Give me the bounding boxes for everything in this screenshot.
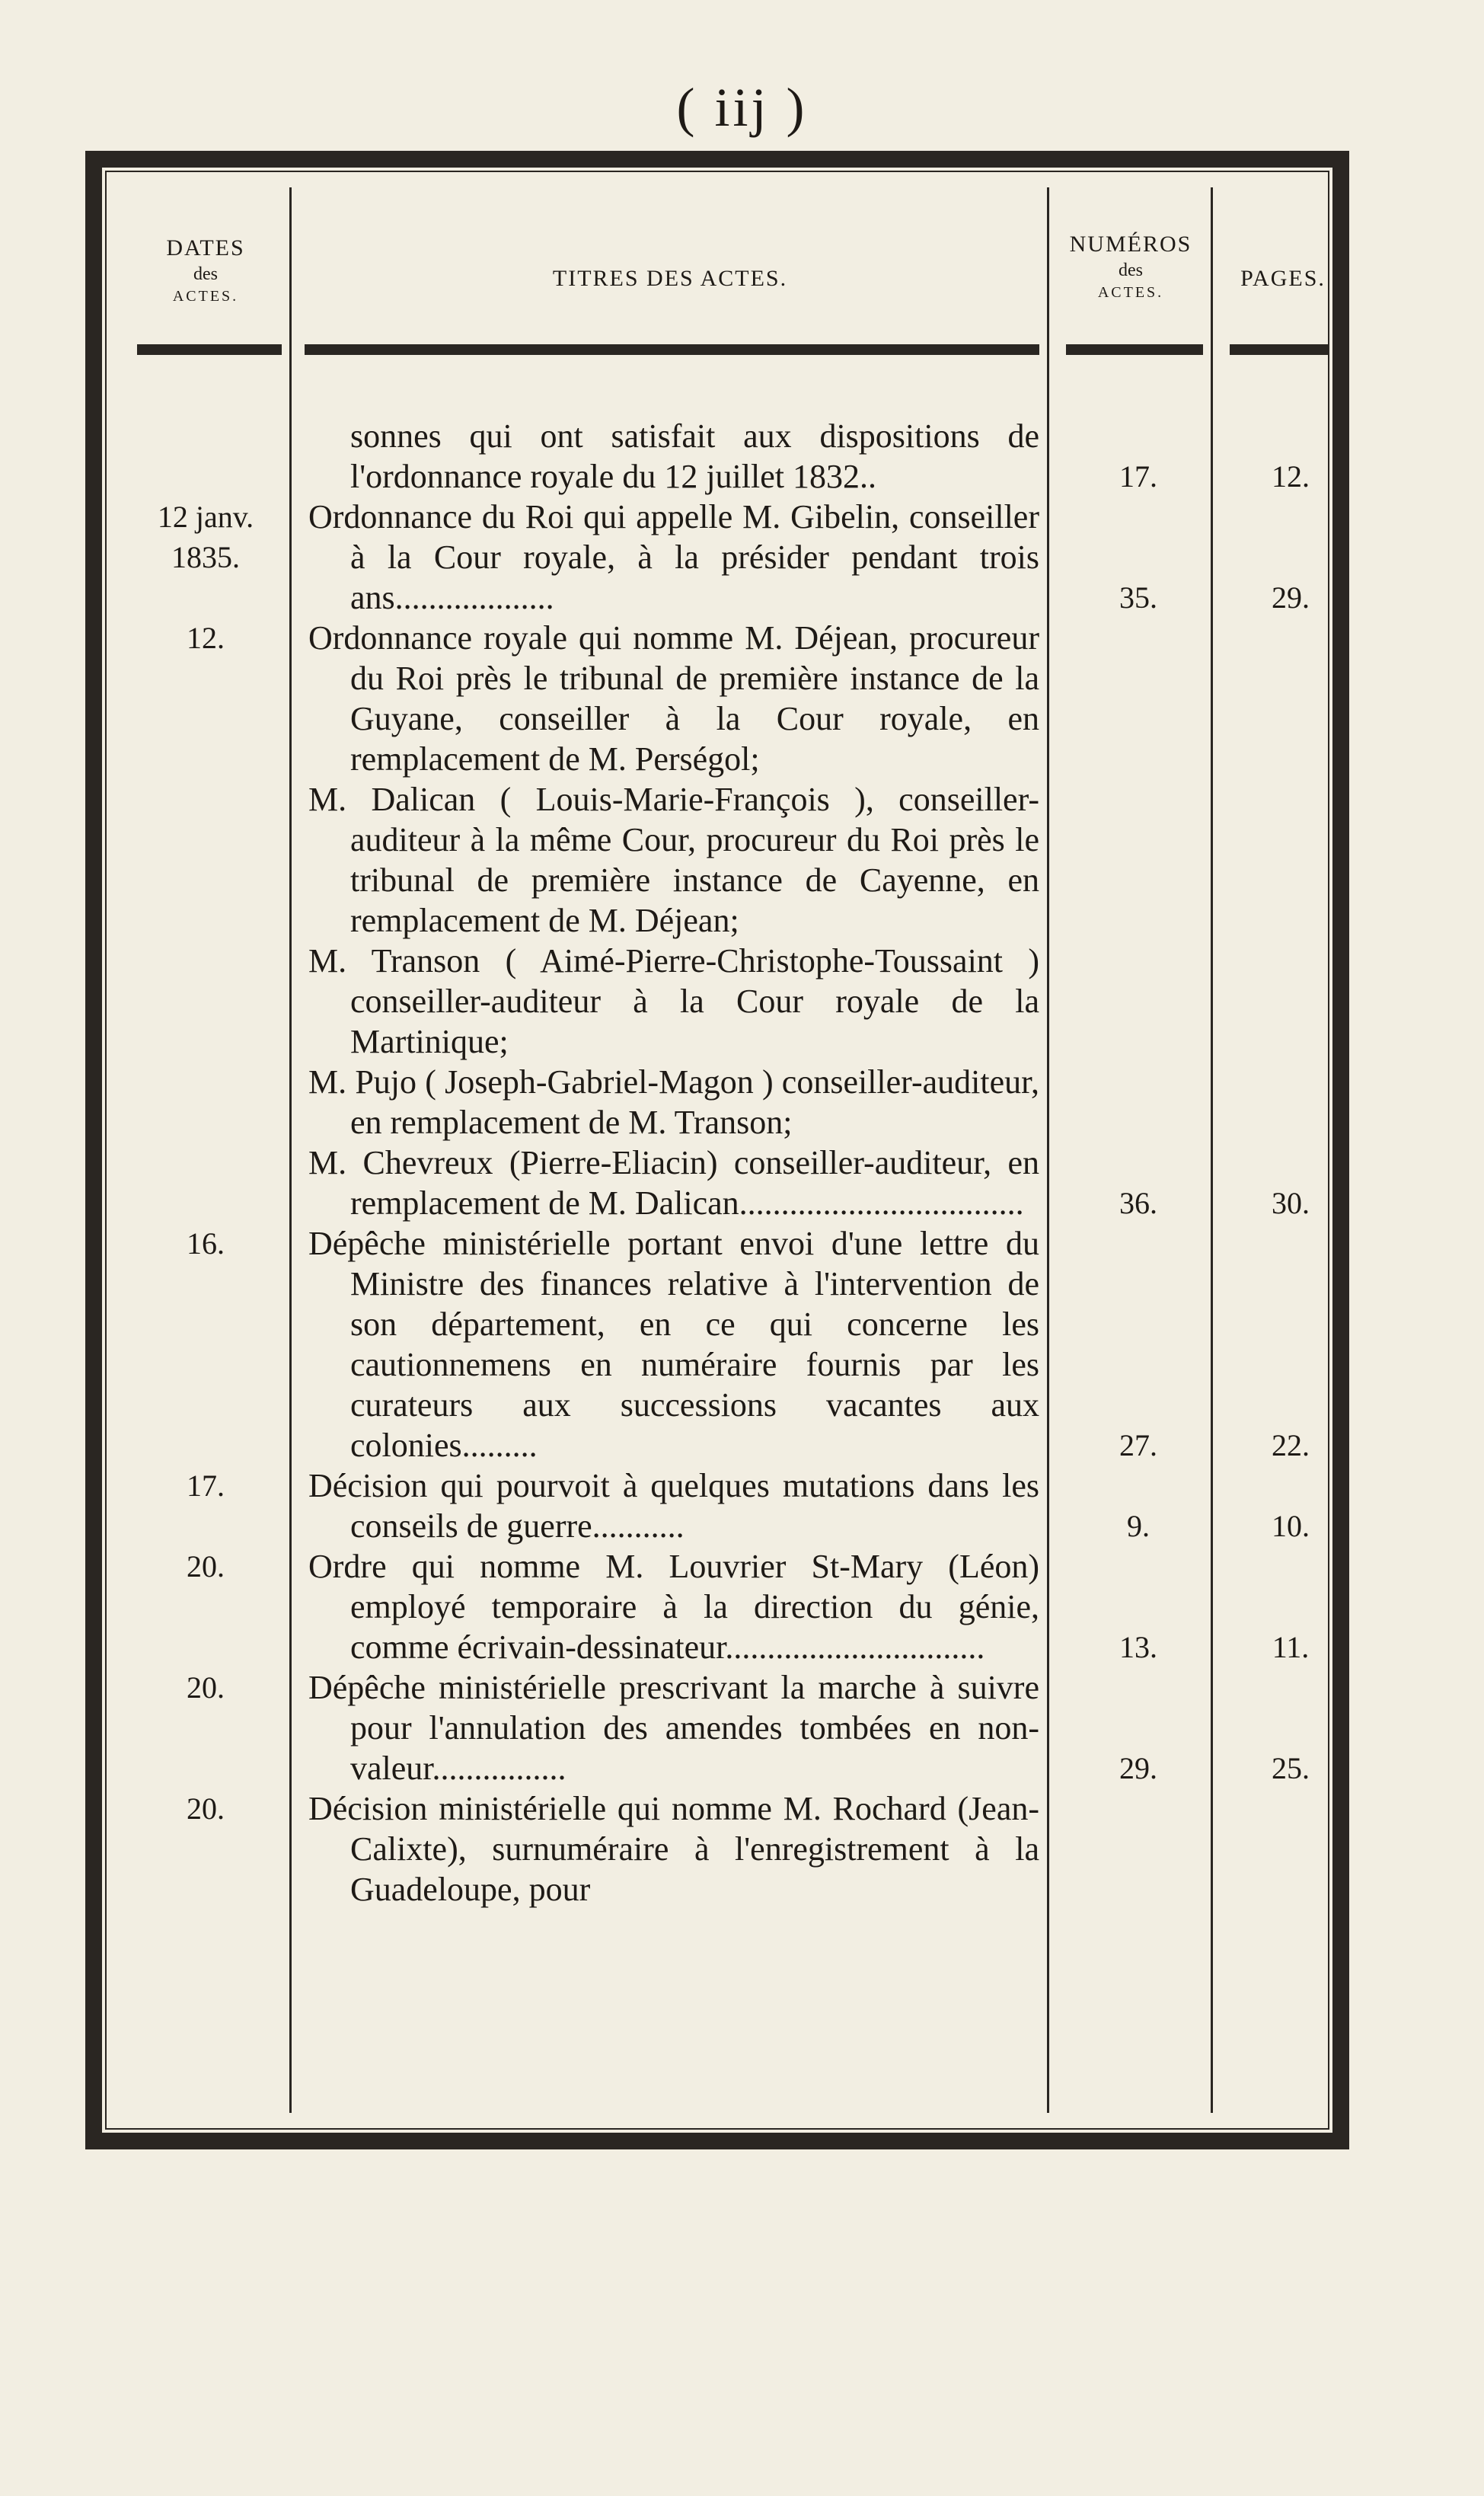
- entry-text: Décision ministérielle qui nomme M. Rochard (Jean-Calixte), surnuméraire à l'enregistrement à la Guadeloupe, pour: [308, 1790, 1039, 1908]
- entry-date: 12.: [187, 621, 225, 655]
- header-titles-text: TITRES DES ACTES.: [552, 266, 788, 291]
- entry-title: [308, 618, 1039, 1223]
- header-numeros-line1: NUMÉROS: [1069, 232, 1192, 257]
- entry-page: 12.: [1272, 459, 1310, 494]
- entry-page: 10.: [1272, 1509, 1310, 1543]
- entry-date: 16.: [187, 1226, 225, 1261]
- entry-text: M. Chevreux (Pierre-Eliacin) conseiller-auditeur, en remplacement de M. Dalican..................................: [308, 1144, 1039, 1222]
- entry-number: 35.: [1119, 580, 1157, 615]
- header-numeros-line3: ACTES.: [1097, 284, 1164, 302]
- entry-date: 12 janv. 1835.: [157, 500, 254, 574]
- entry-title: [308, 1546, 1039, 1667]
- entry-title: [308, 1465, 1039, 1546]
- entry-page: 30.: [1272, 1186, 1310, 1220]
- header-rule: [305, 344, 1039, 355]
- entry-number: 27.: [1119, 1428, 1157, 1462]
- table-body: [122, 187, 1326, 2113]
- entry-number: 29.: [1119, 1751, 1157, 1785]
- column-divider: [1047, 187, 1049, 2113]
- entry-row: [122, 1465, 1313, 1546]
- header-numeros-line2: des: [1119, 260, 1143, 280]
- entry-number: 13.: [1119, 1630, 1157, 1664]
- entry-row: [122, 1546, 1313, 1667]
- entry-row: [122, 497, 1313, 618]
- entry-text: Ordre qui nomme M. Louvrier St-Mary (Léon) employé temporaire à la direction du génie, comme écrivain-dessinateur...............................: [308, 1548, 1039, 1666]
- entry-text: M. Transon ( Aimé-Pierre-Christophe-Toussaint ) conseiller-auditeur à la Cour royale de la Martinique;: [308, 942, 1039, 1060]
- column-divider: [289, 187, 292, 2113]
- entries: [122, 416, 1313, 1910]
- entry-text: Ordonnance royale qui nomme M. Déjean, procureur du Roi près le tribunal de première instance de la Guyane, conseiller à la Cour royale, en remplacement de M. Perségol;: [308, 619, 1039, 778]
- header-rule: [137, 344, 282, 355]
- header-pages: [1218, 264, 1348, 293]
- entry-row: [122, 1223, 1313, 1465]
- entry-text: sonnes qui ont satisfait aux dispositions de l'ordonnance royale du 12 juillet 1832..: [350, 417, 1039, 495]
- entry-title: [308, 1788, 1039, 1910]
- entry-number: 36.: [1119, 1186, 1157, 1220]
- entry-text: Décision qui pourvoit à quelques mutations dans les conseils de guerre...........: [308, 1467, 1039, 1545]
- entry-row: [122, 1667, 1313, 1788]
- entry-text: M. Dalican ( Louis-Marie-François ), conseiller-auditeur à la même Cour, procureur du Roi près le tribunal de première instance de Cayenne, en remplacement de M. Déjean;: [308, 781, 1039, 939]
- entry-number: 9.: [1127, 1509, 1150, 1543]
- header-numeros: [1055, 229, 1207, 302]
- header-dates-line3: ACTES.: [172, 288, 239, 305]
- header-titles: [297, 264, 1043, 293]
- entry-date: 20.: [187, 1670, 225, 1705]
- entry-row: [122, 416, 1313, 497]
- header-pages-text: PAGES.: [1240, 266, 1326, 291]
- header-dates-line1: DATES: [166, 235, 245, 260]
- entry-date: 20.: [187, 1791, 225, 1826]
- header-rule: [1230, 344, 1329, 355]
- entry-page: 25.: [1272, 1751, 1310, 1785]
- entry-text: Dépêche ministérielle prescrivant la marche à suivre pour l'annulation des amendes tombées en non-valeur................: [308, 1669, 1039, 1787]
- header-rule: [1066, 344, 1203, 355]
- entry-row: [122, 618, 1313, 1223]
- entry-page: 22.: [1272, 1428, 1310, 1462]
- entry-number: 17.: [1119, 459, 1157, 494]
- entry-date: 17.: [187, 1469, 225, 1503]
- header-dates-line2: des: [193, 264, 218, 284]
- entry-title: [308, 1223, 1039, 1465]
- entry-title: [308, 497, 1039, 618]
- entry-page: 11.: [1272, 1630, 1310, 1664]
- entry-row: [122, 1788, 1313, 1910]
- entry-page: 29.: [1272, 580, 1310, 615]
- column-divider: [1211, 187, 1213, 2113]
- header-dates: [122, 233, 289, 306]
- table-frame: [85, 151, 1349, 2149]
- entry-text: M. Pujo ( Joseph-Gabriel-Magon ) conseiller-auditeur, en remplacement de M. Transon;: [308, 1063, 1039, 1141]
- page-number: ( iij ): [676, 77, 808, 138]
- entry-text: Ordonnance du Roi qui appelle M. Gibelin, conseiller à la Cour royale, à la présider pendant trois ans...................: [308, 498, 1039, 616]
- entry-title: [308, 1667, 1039, 1788]
- entry-title: [308, 416, 1039, 497]
- entry-text: Dépêche ministérielle portant envoi d'une lettre du Ministre des finances relative à l'intervention de son département, en ce qui concerne les cautionnemens en numéraire fournis par les curateurs aux successions vacantes aux colonies.........: [308, 1225, 1039, 1464]
- entry-date: 20.: [187, 1549, 225, 1584]
